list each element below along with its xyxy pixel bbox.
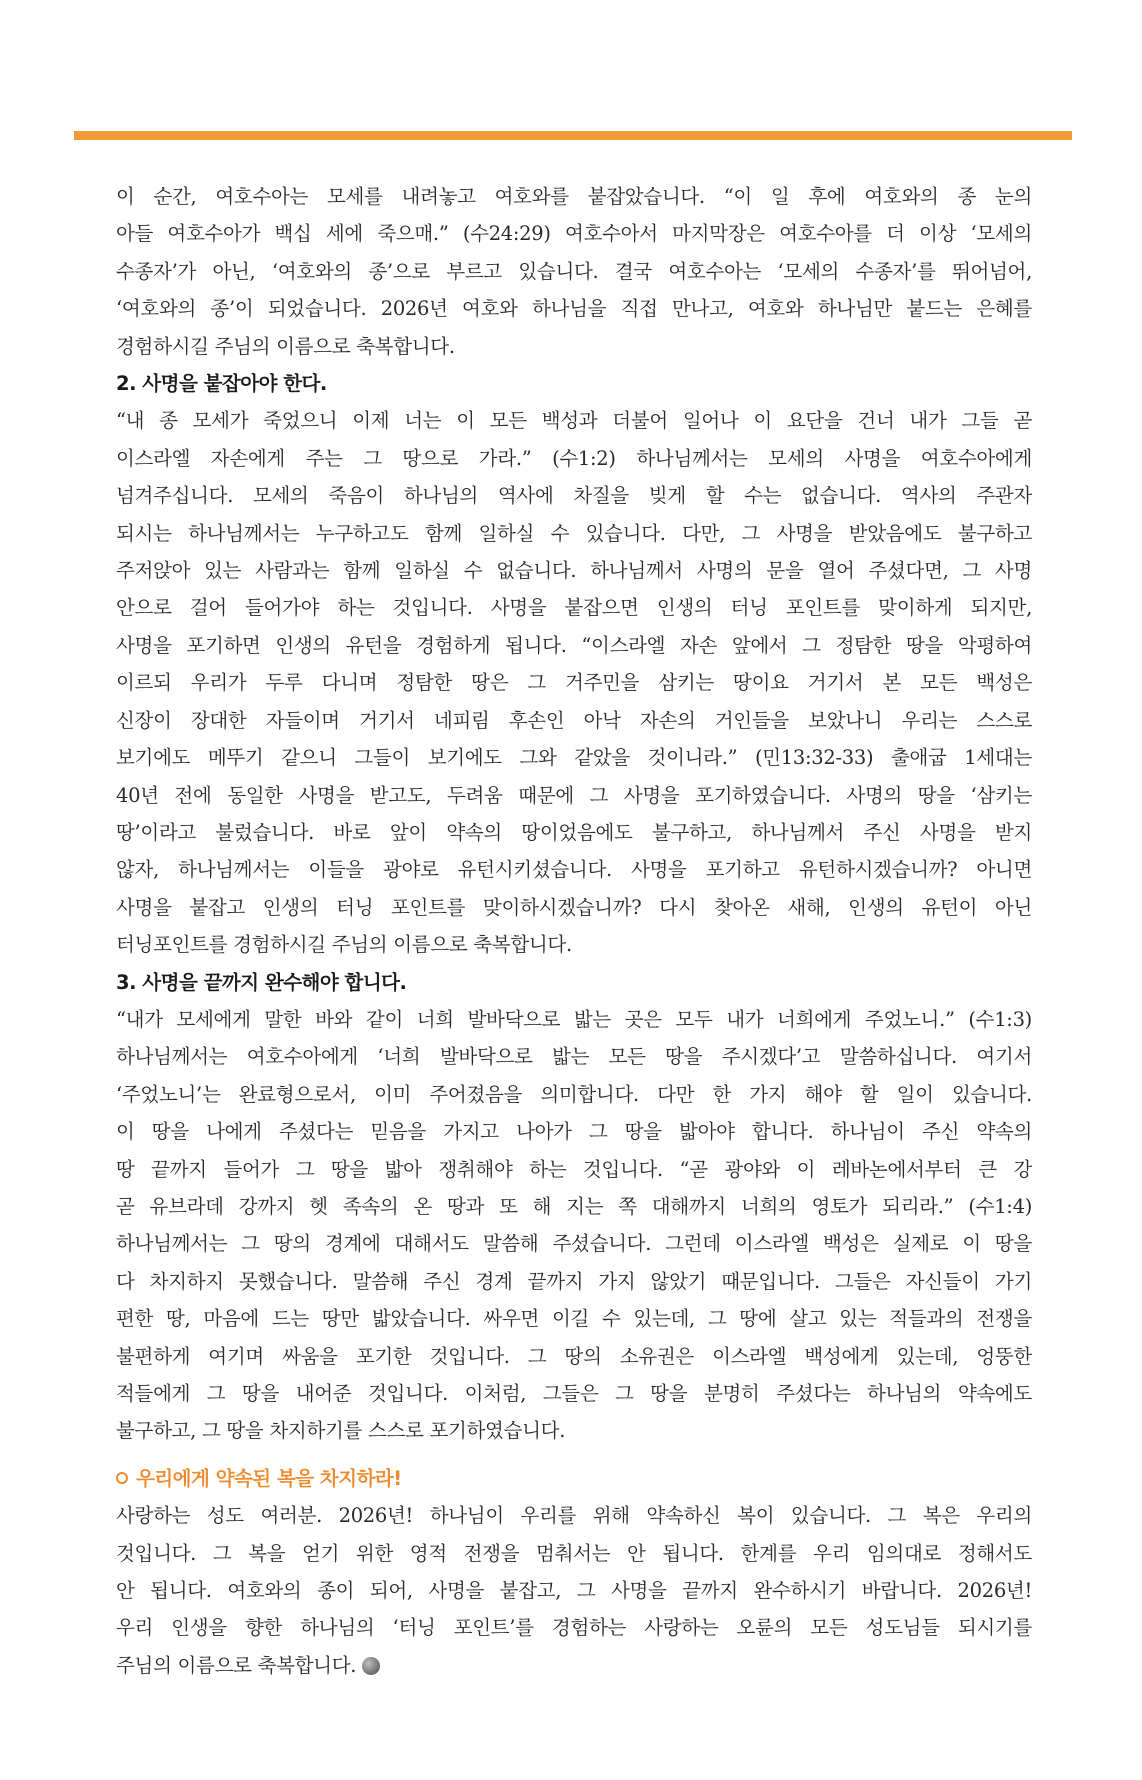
text-line: 편한 땅, 마음에 드는 땅만 밟았습니다. 싸우면 이길 수 있는데, 그 땅에 살고 있는 적들과의 전쟁을 (116, 1307, 1032, 1331)
text-line: 사명을 포기하면 인생의 유턴을 경험하게 됩니다. “이스라엘 자손 앞에서 그 정탐한 땅을 악평하여 (116, 633, 1032, 657)
text-line: 곧 유브라데 강까지 헷 족속의 온 땅과 또 해 지는 쪽 대해까지 너희의 영토가 되리라.” (수1:4) (116, 1194, 1032, 1218)
text-line: 불구하고, 그 땅을 차지하기를 스스로 포기하였습니다. (116, 1419, 566, 1443)
text-line: “내가 모세에게 말한 바와 같이 너희 발바닥으로 밟는 곳은 모두 내가 너희에게 주었노니.” (수1:3) (116, 1007, 1032, 1031)
text-line: 땅 끝까지 들어가 그 땅을 밟아 쟁취해야 하는 것입니다. “곧 광야와 이 레바논에서부터 큰 강 (116, 1157, 1032, 1181)
circle-bullet-icon (116, 1472, 128, 1484)
text-line: 이스라엘 자손에게 주는 그 땅으로 가라.” (수1:2) 하나님께서는 모세의 사명을 여호수아에게 (116, 446, 1032, 470)
article-body (116, 178, 1032, 1684)
text-line: 안 됩니다. 여호와의 종이 되어, 사명을 붙잡고, 그 사명을 끝까지 완수하시기 바랍니다. 2026년! (116, 1579, 1032, 1603)
text-line: 아들 여호수아가 백십 세에 죽으매.” (수24:29) 여호수아서 마지막장은 여호수아를 더 이상 ‘모세의 (116, 222, 1032, 246)
end-of-article-icon (362, 1657, 380, 1675)
section-3-heading: 3. 사명을 끝까지 완수해야 합니다. (116, 970, 407, 994)
text-line: 하나님께서는 여호수아에게 ‘너희 발바닥으로 밟는 모든 땅을 주시겠다’고 말씀하십니다. 여기서 (116, 1045, 1032, 1069)
text-line: 않자, 하나님께서는 이들을 광야로 유턴시키셨습니다. 사명을 포기하고 유턴하시겠습니까? 아니면 (116, 858, 1032, 882)
text-line: “내 종 모세가 죽었으니 이제 너는 이 모든 백성과 더불어 일어나 이 요단을 건너 내가 그들 곧 (116, 409, 1032, 433)
text-line: 다 차지하지 못했습니다. 말씀해 주신 경계 끝까지 가지 않았기 때문입니다. 그들은 자신들이 가기 (116, 1269, 1032, 1293)
section-2-paragraph (116, 402, 1032, 963)
text-line: 사명을 붙잡고 인생의 터닝 포인트를 맞이하시겠습니까? 다시 찾아온 새해, 인생의 유턴이 아닌 (116, 895, 1032, 919)
conclusion-subtitle-text: 우리에게 약속된 복을 차지하라! (136, 1466, 402, 1490)
text-line: 40년 전에 동일한 사명을 받고도, 두려움 때문에 그 사명을 포기하였습니다. 사명의 땅을 ‘삼키는 (116, 783, 1032, 807)
text-line: 이 순간, 여호수아는 모세를 내려놓고 여호와를 붙잡았습니다. “이 일 후에 여호와의 종 눈의 (116, 185, 1032, 208)
text-line: ‘여호와의 종’이 되었습니다. 2026년 여호와 하나님을 직접 만나고, 여호와 하나님만 붙드는 은혜를 (116, 297, 1032, 321)
text-line: 이르되 우리가 두루 다니며 정탐한 땅은 그 거주민을 삼키는 땅이요 거기서 본 모든 백성은 (116, 671, 1032, 695)
text-line: 땅’이라고 불렀습니다. 바로 앞이 약속의 땅이었음에도 불구하고, 하나님께서 주신 사명을 받지 (116, 820, 1032, 844)
final-line-text: 주님의 이름으로 축복합니다. (116, 1653, 357, 1677)
text-line: 보기에도 메뚜기 같으니 그들이 보기에도 그와 같았을 것이니라.” (민13:32-33) 출애굽 1세대는 (116, 746, 1032, 770)
text-line: 경험하시길 주님의 이름으로 축복합니다. (116, 334, 455, 358)
conclusion-subtitle (116, 1460, 1032, 1497)
intro-paragraph (116, 178, 1032, 365)
text-line: 터닝포인트를 경험하시길 주님의 이름으로 축복합니다. (116, 933, 572, 957)
text-line-final (116, 1647, 1032, 1684)
text-line: 하나님께서는 그 땅의 경계에 대해서도 말씀해 주셨습니다. 그런데 이스라엘 백성은 실제로 이 땅을 (116, 1232, 1032, 1256)
text-line: ‘주었노니’는 완료형으로서, 이미 주어졌음을 의미합니다. 다만 한 가지 해야 할 일이 있습니다. (116, 1082, 1032, 1106)
text-line: 안으로 걸어 들어가야 하는 것입니다. 사명을 붙잡으면 인생의 터닝 포인트를 맞이하게 되지만, (116, 596, 1032, 620)
top-accent-rule (74, 131, 1072, 140)
text-line: 불편하게 여기며 싸움을 포기한 것입니다. 그 땅의 소유권은 이스라엘 백성에게 있는데, 엉뚱한 (116, 1344, 1032, 1368)
text-line: 넘겨주십니다. 모세의 죽음이 하나님의 역사에 차질을 빚게 할 수는 없습니다. 역사의 주관자 (116, 484, 1032, 508)
text-line: 우리 인생을 향한 하나님의 ‘터닝 포인트’를 경험하는 사랑하는 오륜의 모든 성도님들 되시기를 (116, 1616, 1032, 1640)
section-3-paragraph (116, 1001, 1032, 1450)
text-line: 주저앉아 있는 사람과는 함께 일하실 수 없습니다. 하나님께서 사명의 문을 열어 주셨다면, 그 사명 (116, 559, 1032, 583)
section-2-heading: 2. 사명을 붙잡아야 한다. (116, 372, 327, 396)
text-line: 이 땅을 나에게 주셨다는 믿음을 가지고 나아가 그 땅을 밟아야 합니다. 하나님이 주신 약속의 (116, 1120, 1032, 1144)
conclusion-paragraph (116, 1497, 1032, 1684)
text-line: 되시는 하나님께서는 누구하고도 함께 일하실 수 있습니다. 다만, 그 사명을 받았음에도 불구하고 (116, 521, 1032, 545)
text-line: 수종자’가 아닌, ‘여호와의 종’으로 부르고 있습니다. 결국 여호수아는 ‘모세의 수종자’를 뛰어넘어, (116, 259, 1032, 283)
text-line: 사랑하는 성도 여러분. 2026년! 하나님이 우리를 위해 약속하신 복이 있습니다. 그 복은 우리의 (116, 1504, 1032, 1528)
text-line: 적들에게 그 땅을 내어준 것입니다. 이처럼, 그들은 그 땅을 분명히 주셨다는 하나님의 약속에도 (116, 1382, 1032, 1405)
text-line: 신장이 장대한 자들이며 거기서 네피림 후손인 아낙 자손의 거인들을 보았나니 우리는 스스로 (116, 708, 1032, 732)
text-line: 것입니다. 그 복을 얻기 위한 영적 전쟁을 멈춰서는 안 됩니다. 한계를 우리 임의대로 정해서도 (116, 1541, 1032, 1565)
